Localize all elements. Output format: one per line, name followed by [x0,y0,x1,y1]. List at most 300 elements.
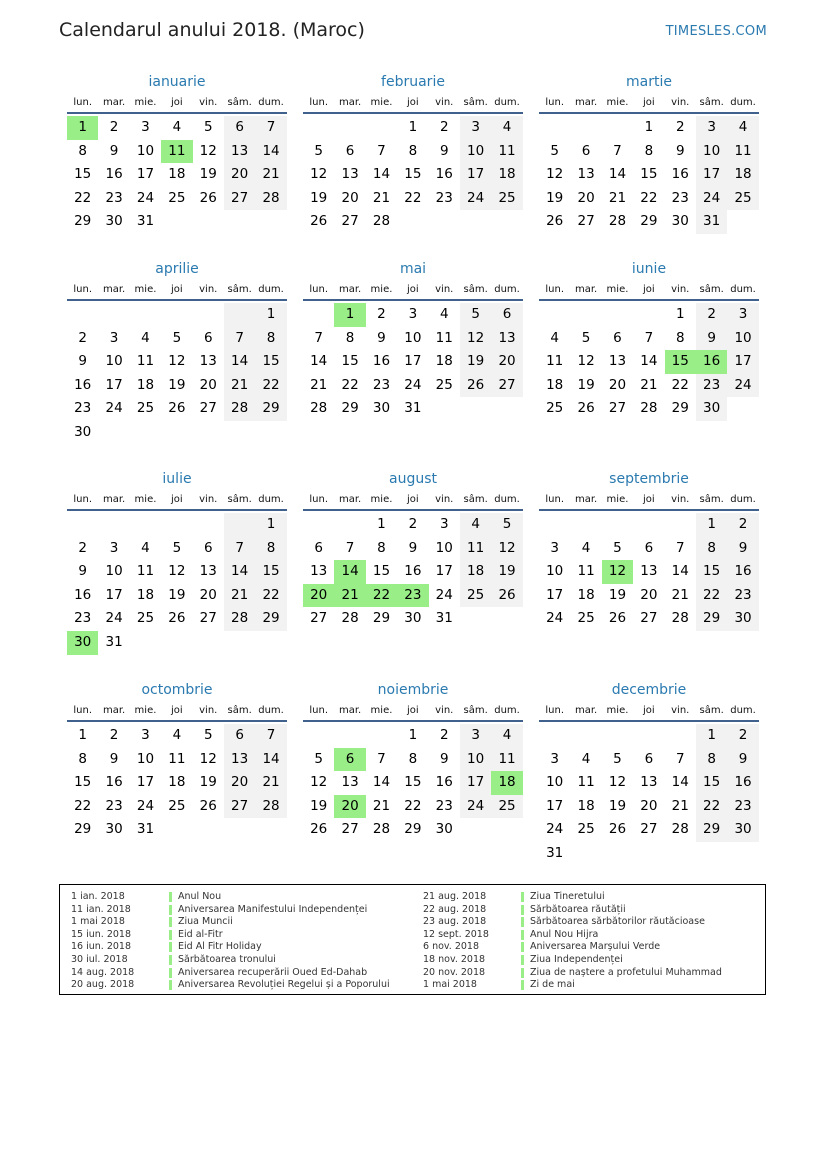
weekday-header [303,700,523,722]
legend-row [423,916,722,929]
day-cell: 1 [255,513,286,537]
legend-row [71,916,390,929]
day-cell: 17 [136,774,155,791]
day-cell: 16 [671,166,689,183]
month-name: octombrie [141,682,213,698]
day-cell: 23 [74,400,92,417]
weekday-label: joi [643,494,655,505]
empty-cell [130,513,161,537]
day-cell: 17 [546,797,564,814]
day-cell: 2 [78,539,87,556]
day-cell: 20 [224,163,255,187]
day-cell: 9 [727,537,758,561]
day-cell: 6 [345,142,355,159]
weekday-label: joi [407,284,419,295]
day-cell: 16 [74,586,92,603]
empty-cell [303,513,334,537]
weekday-label: lun. [73,494,93,505]
day-cell: 20 [491,350,522,374]
month-name: iulie [162,471,192,487]
day-cell: 11 [577,774,595,791]
day-cell: 7 [613,142,622,159]
empty-cell [539,303,570,327]
day-cell: 12 [577,353,595,370]
month-noiembrie [303,680,523,842]
weekday-label: mar. [338,705,362,716]
legend-color-marker [521,917,524,927]
day-cell: 25 [491,187,522,211]
day-cell: 28 [671,821,689,838]
day-cell: 6 [491,303,522,327]
day-cell: 16 [74,376,92,393]
day-cell: 31 [136,821,155,838]
day-cell: 22 [696,795,727,819]
weekday-label: vin. [435,284,454,295]
weekday-header [539,489,759,511]
weekday-label: lun. [545,705,565,716]
legend-holiday-name: Ziua Muncii [178,916,233,928]
weekday-header [539,279,759,301]
day-cell: 14 [310,353,328,370]
day-cell-holiday: 23 [397,584,428,608]
weekday-label: dum. [258,97,284,108]
day-cell: 7 [224,537,255,561]
day-cell: 1 [696,513,727,537]
month-name: aprilie [155,261,199,277]
legend-date: 23 aug. 2018 [423,916,487,928]
legend-color-marker [169,968,172,978]
day-cell: 14 [671,774,689,791]
legend-date: 1 ian. 2018 [71,891,125,902]
day-cell: 12 [168,353,186,370]
day-cell: 1 [408,119,418,135]
weekday-label: mar. [102,284,126,295]
legend-date: 14 aug. 2018 [71,966,135,978]
day-cell: 28 [608,213,627,230]
weekday-label: sâm. [699,284,724,295]
day-cell: 22 [696,584,727,608]
day-cell: 5 [314,142,323,159]
day-cell: 10 [696,140,727,164]
day-cell: 13 [224,748,255,772]
day-cell: 11 [168,750,186,767]
day-cell: 6 [203,329,213,346]
day-cell: 25 [168,797,186,814]
legend-row [71,891,390,904]
weekday-label: mie. [134,705,157,716]
weekday-label: dum. [494,284,520,295]
day-cell: 9 [408,539,418,556]
page-title: Calendarul anului 2018. (Maroc) [59,19,365,41]
day-cell: 28 [372,821,391,838]
legend-row [423,967,722,980]
empty-cell [98,303,129,327]
day-cell: 30 [727,607,758,631]
legend-holiday-name: Aniversarea Marșului Verde [530,941,661,953]
day-cell-holiday: 12 [602,560,633,584]
day-cell: 11 [136,353,155,370]
day-cell: 9 [675,142,685,159]
day-cell: 2 [78,329,87,346]
empty-cell [602,513,633,537]
day-cell: 24 [404,376,422,393]
day-cell: 7 [675,750,685,767]
weekday-label: vin. [671,494,690,505]
day-cell: 19 [608,586,627,603]
day-cell: 22 [640,189,658,206]
day-cell: 26 [577,400,595,417]
weekday-label: mar. [574,97,598,108]
day-cell: 11 [136,563,155,580]
day-cell: 18 [577,797,595,814]
day-cell: 21 [671,586,689,603]
day-cell: 24 [136,189,155,206]
day-cell: 8 [696,748,727,772]
day-cell: 23 [105,797,123,814]
legend-row [423,891,722,904]
day-cell: 27 [224,795,255,819]
day-cell: 3 [460,724,491,748]
day-cell: 24 [546,821,564,838]
legend-holiday-name: Zi de mai [530,979,575,991]
weekday-label: lun. [73,97,93,108]
day-cell: 4 [727,116,758,140]
day-cell: 27 [310,610,328,627]
empty-cell [366,116,397,140]
legend-color-marker [521,968,524,978]
legend-holiday-name: Ziua Tineretului [530,891,605,902]
day-cell: 6 [644,539,654,556]
day-cell: 14 [224,560,255,584]
empty-cell [67,303,98,327]
day-cell: 19 [310,797,328,814]
month-mai [303,259,523,421]
weekday-label: dum. [730,705,756,716]
day-cell: 10 [136,750,155,767]
day-cell: 25 [546,400,564,417]
day-cell: 21 [372,189,391,206]
day-cell-holiday: 1 [334,303,365,327]
day-cell: 19 [546,189,564,206]
day-cell: 12 [608,774,627,791]
day-cell: 17 [404,353,422,370]
weekday-label: lun. [309,284,329,295]
day-cell: 2 [696,303,727,327]
day-cell: 3 [460,116,491,140]
weekday-label: vin. [671,97,690,108]
legend-date: 20 aug. 2018 [71,979,135,991]
legend-date: 16 iun. 2018 [71,941,132,953]
day-cell: 12 [460,327,491,351]
empty-cell [303,303,334,327]
day-cell: 21 [255,771,286,795]
day-cell: 17 [546,586,564,603]
day-cell: 7 [377,142,386,159]
day-cell: 13 [341,166,359,183]
day-cell: 26 [491,584,522,608]
day-cell: 24 [435,586,453,603]
day-cell: 15 [255,560,286,584]
legend-row [71,979,390,992]
day-cell: 14 [671,563,689,580]
month-name: iunie [631,261,667,277]
empty-cell [98,513,129,537]
day-cell: 25 [491,795,522,819]
day-cell: 24 [105,400,123,417]
day-cell: 18 [168,166,186,183]
legend-column-right [423,891,722,992]
day-cell: 10 [546,563,564,580]
empty-cell [570,724,601,748]
day-grid [67,722,287,842]
day-cell: 11 [491,140,522,164]
legend-date: 18 nov. 2018 [423,953,486,965]
weekday-label: sâm. [463,284,488,295]
empty-cell [665,724,696,748]
weekday-label: lun. [545,494,565,505]
legend-color-marker [521,905,524,915]
weekday-header [67,279,287,301]
weekday-label: dum. [730,97,756,108]
day-cell: 22 [255,374,286,398]
day-cell: 26 [460,374,491,398]
month-name: august [389,471,437,487]
day-cell: 3 [550,539,559,556]
day-cell: 20 [199,376,217,393]
weekday-label: mie. [370,284,393,295]
weekday-label: joi [171,705,183,716]
day-cell: 9 [78,353,87,370]
day-cell: 13 [608,353,627,370]
weekday-label: dum. [494,494,520,505]
day-cell: 8 [408,750,418,767]
legend-color-marker [169,905,172,915]
legend-color-marker [521,892,524,902]
day-cell: 22 [341,376,359,393]
day-cell: 30 [372,400,391,417]
day-cell: 11 [460,537,491,561]
legend-color-marker [521,930,524,940]
empty-cell [161,303,192,327]
empty-cell [224,513,255,537]
empty-cell [334,116,365,140]
day-cell: 15 [255,350,286,374]
day-cell: 18 [727,163,758,187]
weekday-label: mie. [370,705,393,716]
empty-cell [633,513,664,537]
day-cell: 19 [491,560,522,584]
day-cell: 1 [377,516,386,532]
day-cell: 24 [136,797,155,814]
weekday-label: mar. [102,97,126,108]
day-cell: 31 [435,610,453,627]
day-cell: 18 [491,163,522,187]
day-cell: 22 [74,797,92,814]
legend-holiday-name: Aniversarea Manifestului Independenței [178,903,368,915]
weekday-label: lun. [73,284,93,295]
weekday-label: lun. [545,284,565,295]
day-cell: 19 [310,189,328,206]
weekday-header [539,92,759,114]
day-cell: 31 [105,633,123,650]
weekday-label: joi [643,705,655,716]
day-cell: 3 [550,750,559,767]
legend-row [71,954,390,967]
day-cell: 30 [727,818,758,842]
day-cell: 28 [255,187,286,211]
day-cell: 5 [203,727,213,743]
weekday-label: dum. [730,284,756,295]
day-cell: 18 [546,376,564,393]
day-cell: 26 [199,797,217,814]
day-cell: 21 [224,584,255,608]
day-cell: 17 [460,163,491,187]
empty-cell [539,513,570,537]
day-cell: 4 [141,329,150,346]
day-cell: 25 [168,189,186,206]
month-septembrie [539,469,759,631]
day-cell: 26 [168,400,186,417]
day-cell: 9 [78,563,87,580]
day-cell: 22 [671,376,689,393]
day-cell: 23 [435,797,453,814]
weekday-label: lun. [309,97,329,108]
day-cell: 1 [696,724,727,748]
day-cell: 5 [550,142,559,159]
day-cell: 6 [224,724,255,748]
day-cell: 6 [613,329,622,346]
empty-cell [633,303,664,327]
day-cell: 24 [460,795,491,819]
month-decembrie [539,680,759,866]
empty-cell [602,116,633,140]
day-cell: 29 [404,821,422,838]
empty-cell [303,116,334,140]
day-cell: 16 [727,771,758,795]
weekday-label: lun. [309,705,329,716]
day-cell: 25 [577,610,595,627]
brand-link[interactable]: TIMESLES.COM [665,24,767,39]
day-cell: 23 [372,376,391,393]
day-cell: 3 [109,329,119,346]
weekday-label: lun. [73,705,93,716]
weekday-label: lun. [309,494,329,505]
weekday-label: mar. [338,494,362,505]
day-cell: 15 [696,560,727,584]
day-cell: 12 [546,166,564,183]
day-cell: 29 [696,607,727,631]
weekday-label: dum. [258,705,284,716]
day-cell: 5 [460,303,491,327]
day-cell: 16 [105,166,123,183]
empty-cell [334,724,365,748]
weekday-label: vin. [199,494,218,505]
day-cell: 16 [727,560,758,584]
day-cell-holiday: 20 [303,584,334,608]
weekday-label: vin. [435,705,454,716]
day-cell: 28 [224,397,255,421]
legend-color-marker [521,942,524,952]
day-grid [67,114,287,234]
day-cell: 8 [255,327,286,351]
day-cell: 24 [696,187,727,211]
day-cell: 16 [435,166,453,183]
weekday-label: vin. [435,97,454,108]
day-cell: 1 [255,303,286,327]
day-cell: 27 [341,821,359,838]
day-cell: 16 [372,353,391,370]
day-cell: 16 [435,774,453,791]
weekday-header [303,92,523,114]
empty-cell [67,513,98,537]
day-cell: 8 [675,329,685,346]
day-cell: 1 [675,306,685,322]
day-cell: 24 [460,187,491,211]
empty-cell [570,303,601,327]
day-cell: 13 [640,563,658,580]
day-cell: 1 [408,727,418,743]
day-cell: 27 [640,821,658,838]
weekday-label: sâm. [227,97,252,108]
legend-row [423,979,722,992]
day-cell: 9 [439,142,449,159]
day-cell: 29 [671,400,689,417]
month-aprilie [67,259,287,445]
day-cell: 4 [172,727,182,743]
legend-color-marker [169,892,172,902]
weekday-label: mie. [370,97,393,108]
day-cell: 23 [74,610,92,627]
day-cell: 9 [109,750,119,767]
day-cell: 30 [671,213,689,230]
day-cell: 11 [727,140,758,164]
day-cell: 19 [168,586,186,603]
day-cell: 29 [696,818,727,842]
legend-color-marker [169,980,172,990]
weekday-label: sâm. [227,284,252,295]
day-cell: 27 [341,213,359,230]
day-cell: 19 [199,166,217,183]
weekday-label: mar. [102,705,126,716]
day-cell: 13 [577,166,595,183]
month-name: februarie [381,74,445,90]
day-cell: 8 [78,142,87,159]
legend-color-marker [169,930,172,940]
month-martie [539,72,759,234]
day-cell: 30 [435,821,453,838]
legend-row [423,954,722,967]
legend-date: 15 iun. 2018 [71,928,132,940]
empty-cell [633,724,664,748]
day-cell: 12 [491,537,522,561]
legend-holiday-name: Sărbătoarea răutății [530,903,626,915]
day-cell: 19 [608,797,627,814]
day-cell: 23 [105,189,123,206]
day-cell: 5 [613,750,622,767]
weekday-label: sâm. [463,97,488,108]
month-name: ianuarie [148,74,206,90]
day-cell: 10 [105,353,123,370]
day-cell: 5 [172,539,182,556]
day-cell: 23 [435,189,453,206]
weekday-label: dum. [258,284,284,295]
day-cell: 29 [74,213,92,230]
holiday-legend [59,884,766,995]
day-cell: 13 [640,774,658,791]
empty-cell [130,303,161,327]
weekday-label: mie. [134,494,157,505]
day-cell: 31 [696,210,727,234]
